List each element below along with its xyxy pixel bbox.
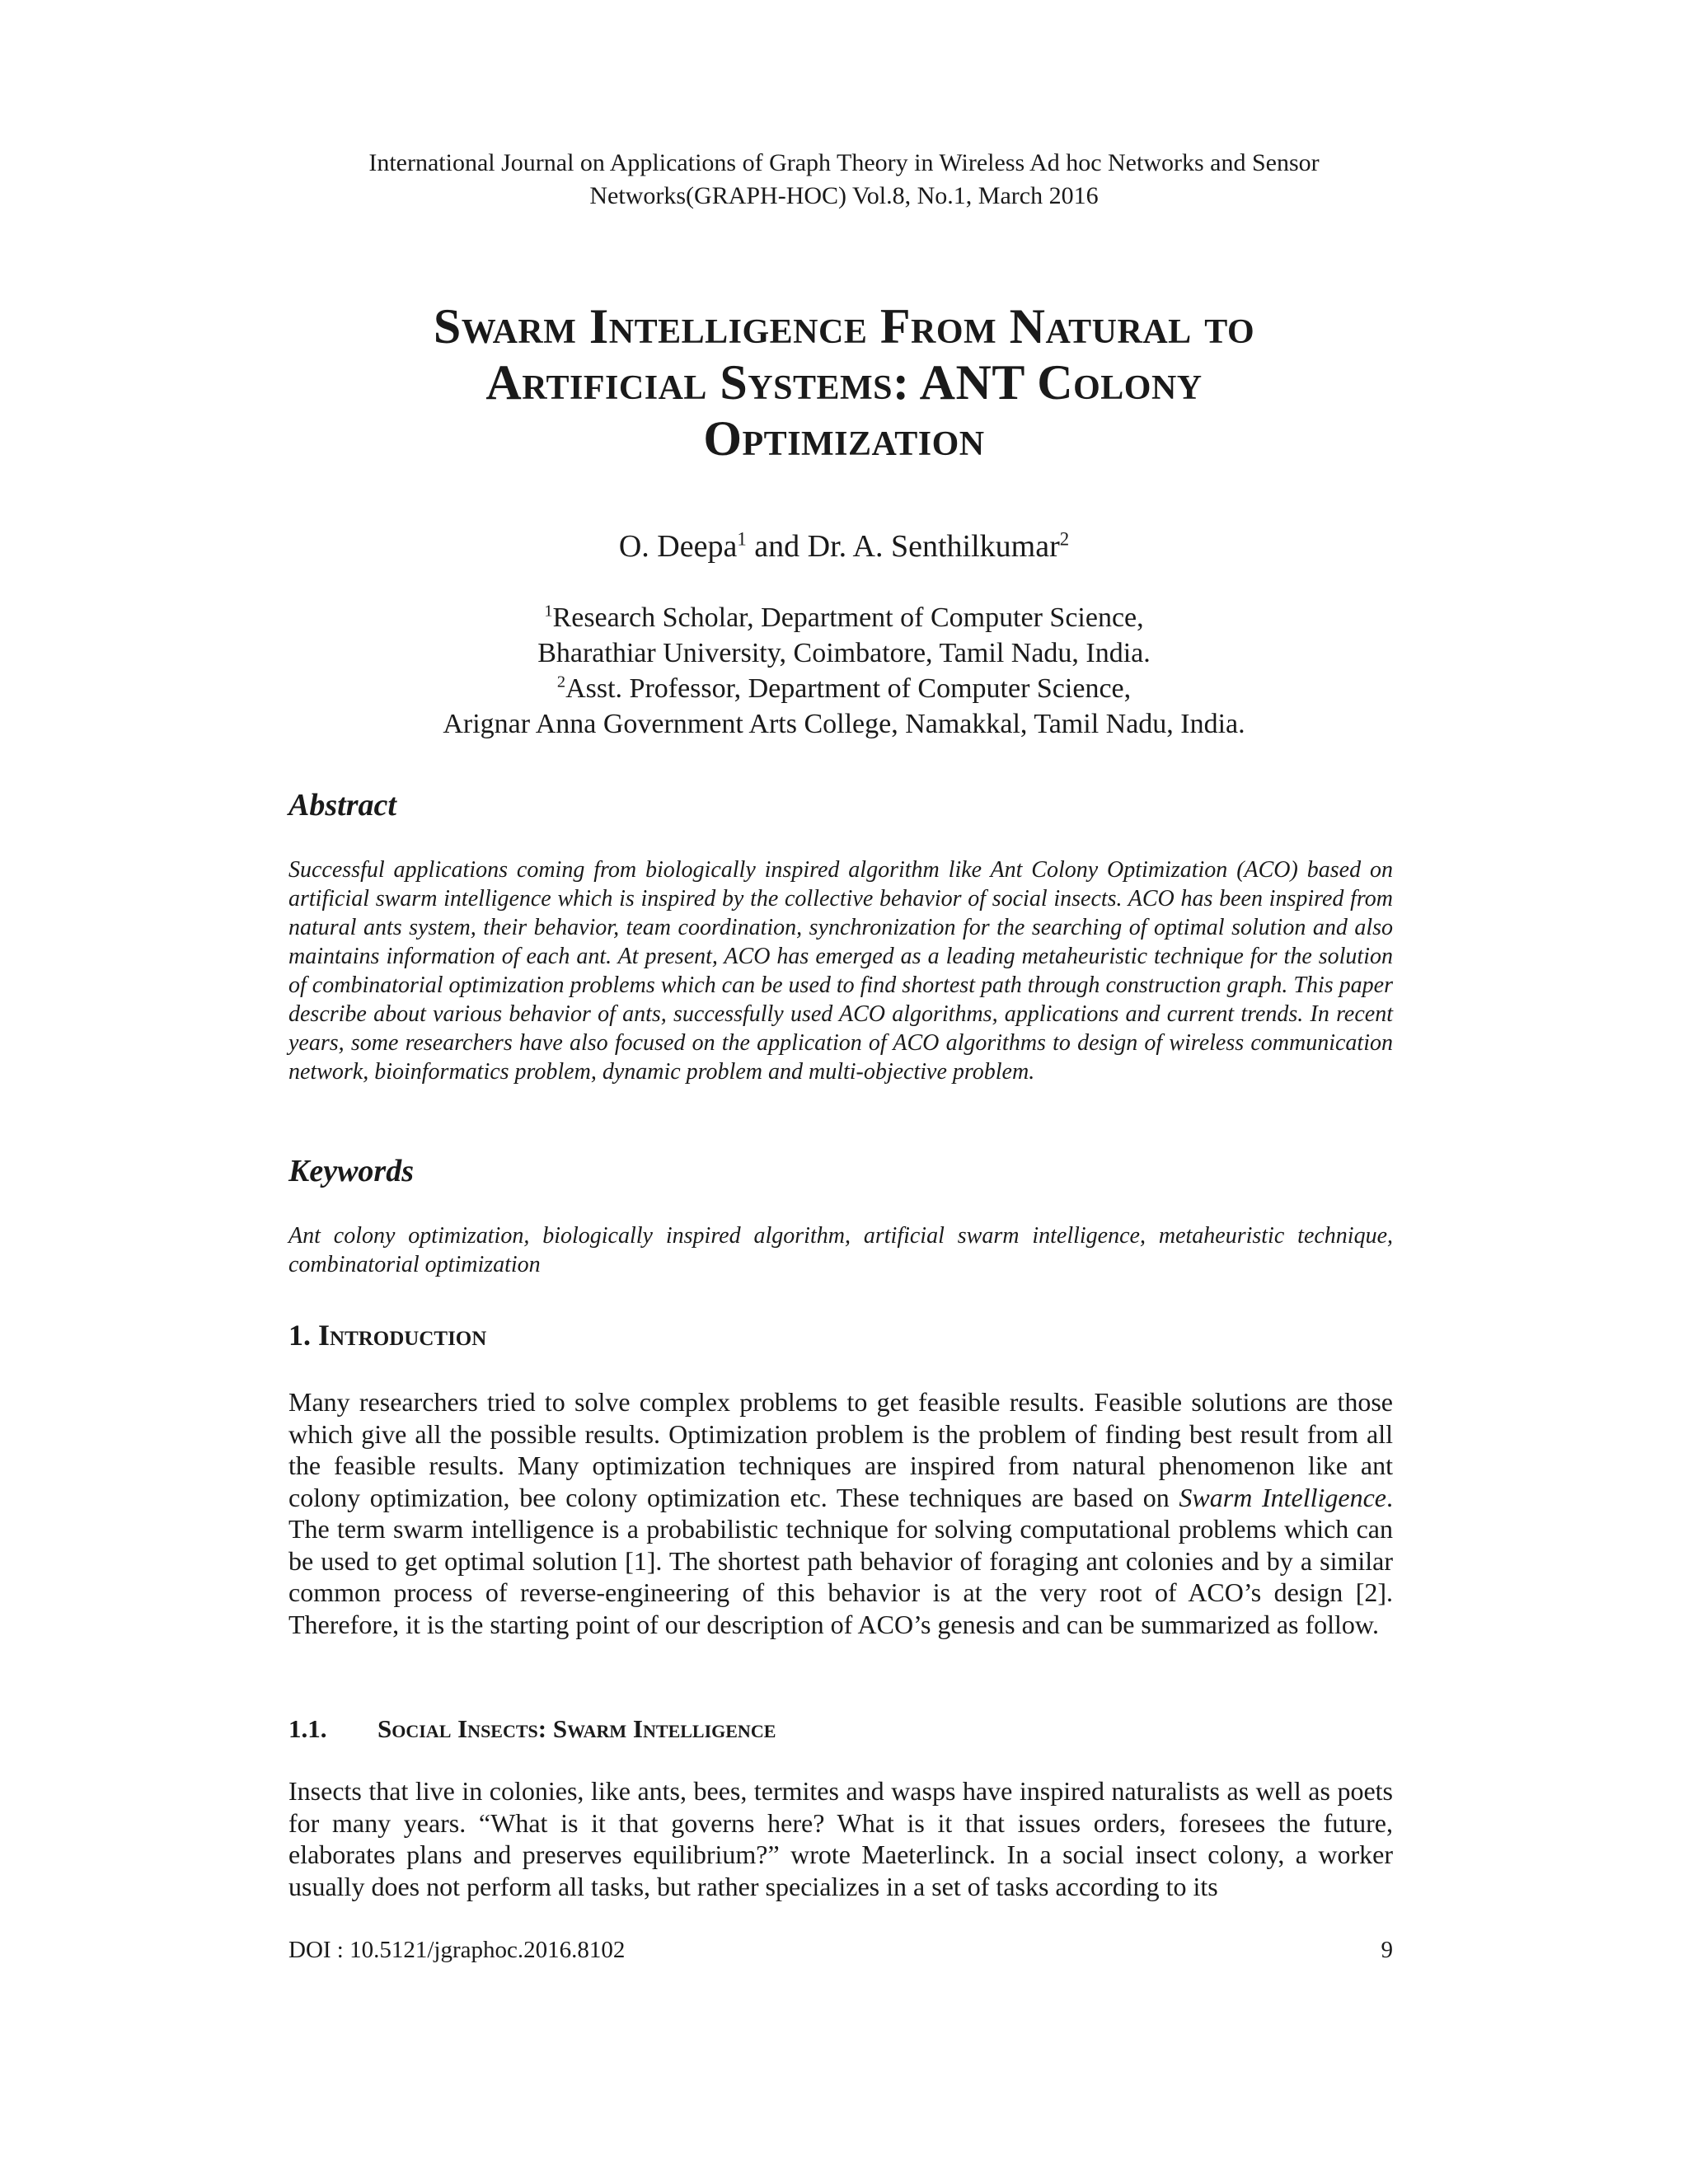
affiliation-1-line-1 [247,600,1441,635]
introduction-italic-term: Swarm Intelligence [1179,1482,1387,1512]
author-1-affiliation-mark: 1 [737,528,747,550]
subsection-title: Social Insects: Swarm Intelligence [377,1714,776,1743]
author-2-name: Dr. A. Senthilkumar [807,529,1060,564]
author-1-name: O. Deepa [618,529,738,564]
footer-doi: DOI : 10.5121/jgraphoc.2016.8102 [288,1937,626,1963]
subsection-number: 1.1. [288,1714,327,1743]
paper-title-line-2: Artificial Systems: ANT Colony [485,355,1203,410]
paper-title-line-3: Optimization [703,411,985,466]
author-2-affiliation-mark: 2 [1059,528,1070,550]
introduction-text-part-1: Many researchers tried to solve complex problems to get feasible results. Feasible solutions are those which give all the possible results. Optimization problem is the problem of finding best result from all the feasible results. Many optimization techniques are inspired from natural phenomenon like ant colony optimization, bee colony optimization etc. These techniques are based on [288,1387,1393,1512]
keywords-heading: Keywords [288,1154,414,1188]
introduction-paragraph [288,1386,1393,1640]
paper-title-line-1: Swarm Intelligence From Natural to [433,299,1255,354]
affiliation-2-text-1: Asst. Professor, Department of Computer Science, [565,673,1132,704]
running-header-line-2: Networks(GRAPH-HOC) Vol.8, No.1, March 2016 [589,182,1099,209]
introduction-heading: 1. Introduction [288,1319,487,1352]
subsection-paragraph: Insects that live in colonies, like ants, bees, termites and wasps have inspired naturalists as well as poets for many years. “What is it that governs here? What is it that issues orders, foresees the future, elaborates plans and preserves equilibrium?” wrote Maeterlinck. In a social insect colony, a worker usually does not perform all tasks, but rather specializes in a set of tasks according to its [288,1776,1393,1901]
affiliation-1-line-2: Bharathiar University, Coimbatore, Tamil Nadu, India. [537,638,1151,668]
subsection-heading [288,1713,776,1746]
affiliation-2-line-1 [247,671,1441,706]
footer-page-number: 9 [1381,1937,1393,1963]
keywords-text: Ant colony optimization, biologically inspired algorithm, artificial swarm intelligence, metaheuristic technique, combinatorial optimization [288,1223,1393,1277]
running-header [247,147,1441,213]
paper-title [247,298,1441,466]
introduction-text-part-2: . The term swarm intelligence is a probabilistic technique for solving computational problems which can be used to get optimal solution [1]. The shortest path behavior of foraging ant colonies and by a similar common process of reverse-engineering of this behavior is at the very root of ACO’s design [2]. Therefore, it is the starting point of our description of ACO’s genesis and can be summarized as follow. [288,1482,1394,1639]
affiliation-1-text-1: Research Scholar, Department of Computer Science, [552,602,1144,633]
abstract-heading: Abstract [288,788,396,823]
affiliation-2-mark: 2 [556,673,566,691]
running-header-line-1: International Journal on Applications of Graph Theory in Wireless Ad hoc Networks and Sensor [368,149,1320,176]
author-list [247,527,1441,565]
author-connector: and [746,529,808,564]
affiliation-2-line-2: Arignar Anna Government Arts College, Namakkal, Tamil Nadu, India. [443,709,1245,739]
affiliations [247,600,1441,742]
abstract-text: Successful applications coming from biologically inspired algorithm like Ant Colony Optimization (ACO) based on artificial swarm intelligence which is inspired by the collective behavior of social insects. ACO has been inspired from natural ants system, their behavior, team coordination, synchronization for the searching of optimal solution and also maintains information of each ant. At present, ACO has emerged as a leading metaheuristic technique for the solution of combinatorial optimization problems which can be used to find shortest path through construction graph. This paper describe about various behavior of ants, successfully used ACO algorithms, applications and current trends. In recent years, some researchers have also focused on the application of ACO algorithms to design of wireless communication network, bioinformatics problem, dynamic problem and multi-objective problem. [288,857,1393,1085]
affiliation-1-mark: 1 [544,602,553,621]
